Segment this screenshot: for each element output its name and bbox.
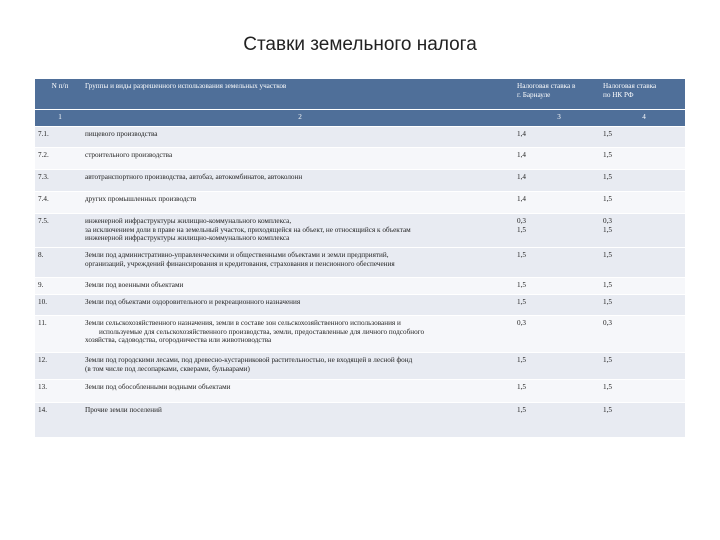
row-rate-nk [603,214,685,234]
table-row [35,191,685,213]
row-rate-local: 1,4 [517,151,526,159]
row-rate-local: 1,5 [517,356,526,364]
row-text-line: Земли под городскими лесами, под древесно-кустарниковой растительностью, не входящей в лесной фонд [85,356,413,364]
row-num: 13. [38,383,47,391]
row-text: пищевого производства [85,130,158,138]
subheader-col-4: 4 [642,113,646,121]
row-rate-nk: 1,5 [603,173,612,181]
row-num: 10. [38,298,47,306]
row-text: Прочие земли поселений [85,406,162,414]
row-rate-local: 1,4 [517,173,526,181]
row-text-line: хозяйства, садоводства, огородничества или животноводства [85,336,272,345]
row-rate-nk: 1,5 [603,251,612,259]
page-title: Ставки земельного налога [243,34,477,55]
row-num: 14. [38,406,47,414]
table-subheader-row [35,109,685,126]
row-text-line: (в том числе под лесопарками, скверами, бульварами) [85,364,250,373]
row-num: 7.1. [38,130,49,138]
table-row [35,213,685,247]
row-rate-nk: 1,5 [603,195,612,203]
row-rate-nk-line: 0,3 [603,217,612,225]
row-rate-nk-line: 1,5 [603,225,612,234]
table-row [35,352,685,379]
row-rate-nk: 0,3 [603,319,612,327]
row-rate-local-line: 1,5 [517,225,526,234]
table-row [35,147,685,169]
row-rate-local [517,214,601,234]
row-text-line: Земли сельскохозяйственного назначения, земли в составе зон сельскохозяйственного использования и [85,319,401,327]
row-num: 7.3. [38,173,49,181]
row-rate-nk: 1,5 [603,281,612,289]
row-num: 7.2. [38,151,49,159]
header-rate-nk [603,79,685,99]
row-text-line: инженерной инфраструктуры жилищно-коммунального комплекса [85,234,290,243]
table-row [35,294,685,315]
subheader-col-2: 2 [298,113,302,121]
row-text [85,316,515,345]
row-rate-local: 1,5 [517,383,526,391]
table-row [35,379,685,402]
row-rate-local: 1,4 [517,195,526,203]
row-num: 7.5. [38,217,49,225]
row-num: 7.4. [38,195,49,203]
header-rate-local-line1: Налоговая ставка в [517,82,576,90]
row-rate-nk: 1,5 [603,406,612,414]
row-text: строительного производства [85,151,173,159]
row-rate-local: 0,3 [517,319,526,327]
row-text [85,214,515,243]
row-text [85,248,515,268]
row-text: Земли под военными объектами [85,281,184,289]
header-rate-local [517,79,601,99]
row-rate-local: 1,5 [517,281,526,289]
table-row [35,247,685,277]
row-rate-local-line: 0,3 [517,217,526,225]
table-row [35,277,685,294]
subheader-col-3: 3 [557,113,561,121]
row-text-line: используемые для сельскохозяйственного производства, земли, предоставленные для личного подсобного [99,327,425,336]
row-rate-nk: 1,5 [603,298,612,306]
header-group: Группы и виды разрешенного использования земельных участков [85,82,287,90]
row-rate-local: 1,5 [517,406,526,414]
row-text-line: инженерной инфраструктуры жилищно-коммунального комплекса, [85,217,292,225]
table-row [35,315,685,352]
row-text: автотранспортного производства, автобаз, автокомбинатов, автоколонн [85,173,303,181]
row-rate-nk: 1,5 [603,130,612,138]
table-row [35,402,685,437]
row-rate-local: 1,5 [517,298,526,306]
row-rate-local: 1,4 [517,130,526,138]
row-num: 8. [38,251,44,259]
row-text-line: за исключением доли в праве на земельный участок, приходящейся на объект, не относящийся к объектам [85,225,411,234]
table-row [35,126,685,147]
header-num: N п/п [51,82,69,90]
row-num: 9. [38,281,44,289]
header-rate-local-line2: г. Барнауле [517,90,551,99]
subheader-col-1: 1 [58,113,62,121]
row-text: других промышленных производств [85,195,197,203]
row-rate-local: 1,5 [517,251,526,259]
header-rate-nk-line2: по НК РФ [603,90,634,99]
row-text-line: Земли под административно-управленческими и общественными объектами и земли предприятий, [85,251,389,259]
row-text: Земли под объектами оздоровительного и рекреационного назначения [85,298,301,306]
row-text-line: организаций, учреждений финансирования и кредитования, страхования и пенсионного обеспечения [85,259,395,268]
row-text [85,353,515,373]
row-rate-nk: 1,5 [603,151,612,159]
header-rate-nk-line1: Налоговая ставка [603,82,657,90]
row-num: 12. [38,356,47,364]
row-num: 11. [38,319,47,327]
table-row [35,169,685,191]
row-rate-nk: 1,5 [603,383,612,391]
table-header-row [35,79,685,109]
row-rate-nk: 1,5 [603,356,612,364]
tax-rates-table [35,79,685,437]
row-text: Земли под обособленными водными объектами [85,383,231,391]
